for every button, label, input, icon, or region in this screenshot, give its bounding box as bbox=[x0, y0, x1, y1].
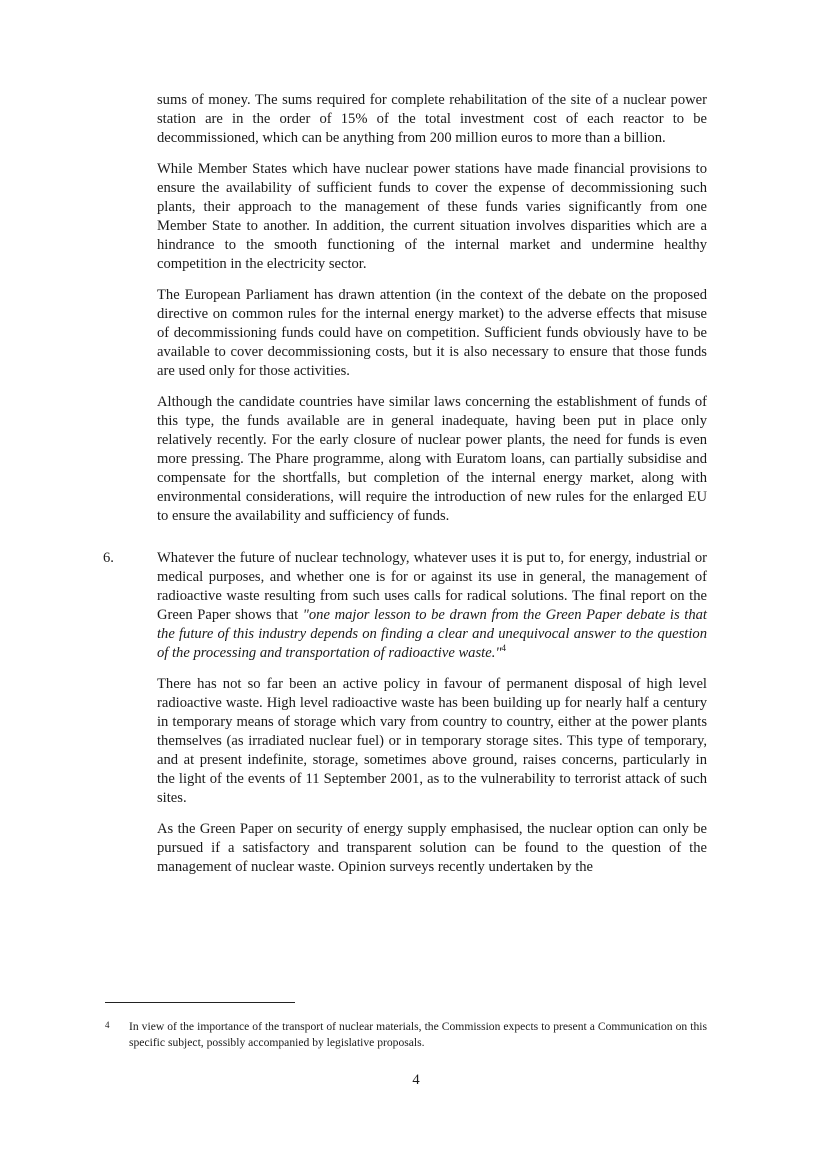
footnote bbox=[105, 1019, 707, 1051]
page-number: 4 bbox=[412, 1072, 420, 1088]
footnote-text: In view of the importance of the transport of nuclear materials, the Commission expects to present a Communication on this specific subject, possibly accompanied by legislative proposals. bbox=[129, 1020, 707, 1049]
paragraph-member-states-funds: While Member States which have nuclear power stations have made financial provisions to ensure the availability of sufficient funds to cover the expense of decommissioning such plants, their approach to the management of these funds varies significantly from one Member State to another. In addition, the current situation involves disparities which are a hindrance to the smooth functioning of the internal market and undermine healthy competition in the electricity sector. bbox=[157, 161, 707, 272]
intro-text: Whatever the future of nuclear technology, whatever uses it is put to, for energy, industrial or medical purposes, and whether one is for or against its use in general, the management of radioactive waste resulting from such uses calls for radical solutions. The final report on the Green Paper shows that bbox=[157, 550, 707, 623]
paragraph-european-parliament: The European Parliament has drawn attention (in the context of the debate on the proposed directive on common rules for the internal energy market) to the adverse effects that misuse of decommissioning funds could have on competition. Sufficient funds obviously have to be available to cover decommissioning costs, but it is also necessary to ensure that those funds are used only for those activities. bbox=[157, 287, 707, 379]
body-text bbox=[103, 91, 707, 889]
section-number: 6. bbox=[103, 550, 114, 566]
footnote-reference[interactable]: 4 bbox=[501, 643, 506, 654]
paragraph-radioactive-waste-intro bbox=[157, 549, 707, 663]
section-6 bbox=[103, 549, 707, 877]
footnote-mark: 4 bbox=[105, 1020, 110, 1030]
paragraph-high-level-waste: There has not so far been an active policy in favour of permanent disposal of high level radioactive waste. High level radioactive waste has been building up for nearly half a century in temporary means of storage which vary from country to country, either at the power plants themselves (as irradiated nuclear fuel) or in temporary storage sites. This type of temporary, and at present indefinite, storage, sometimes above ground, raises concerns, particularly in the light of the events of 11 September 2001, as to the vulnerability to terrorist attack of such sites. bbox=[157, 676, 707, 806]
green-paper-quote: "one major lesson to be drawn from the Green Paper debate is that the future of this industry depends on finding a clear and unequivocal answer to the question of the processing and transportation of radioactive waste." bbox=[157, 607, 707, 661]
paragraph-nuclear-option: As the Green Paper on security of energy supply emphasised, the nuclear option can only be pursued if a satisfactory and transparent solution can be found to the question of the management of nuclear waste. Opinion surveys recently undertaken by the bbox=[157, 821, 707, 875]
paragraph-candidate-countries: Although the candidate countries have similar laws concerning the establishment of funds of this type, the funds available are in general inadequate, having been put in place only relatively recently. For the early closure of nuclear power plants, the need for funds is even more pressing. The Phare programme, along with Euratom loans, can partially subsidise and compensate for the shortfalls, but completion of the internal energy market, along with environmental considerations, will require the introduction of new rules for the enlarged EU to ensure the availability and sufficiency of funds. bbox=[157, 394, 707, 524]
paragraph-decommissioning-costs: sums of money. The sums required for complete rehabilitation of the site of a nuclear power station are in the order of 15% of the total investment cost of each reactor to be decommissioned, which can be anything from 200 million euros to more than a billion. bbox=[157, 92, 707, 146]
footnote-divider bbox=[105, 1002, 295, 1003]
